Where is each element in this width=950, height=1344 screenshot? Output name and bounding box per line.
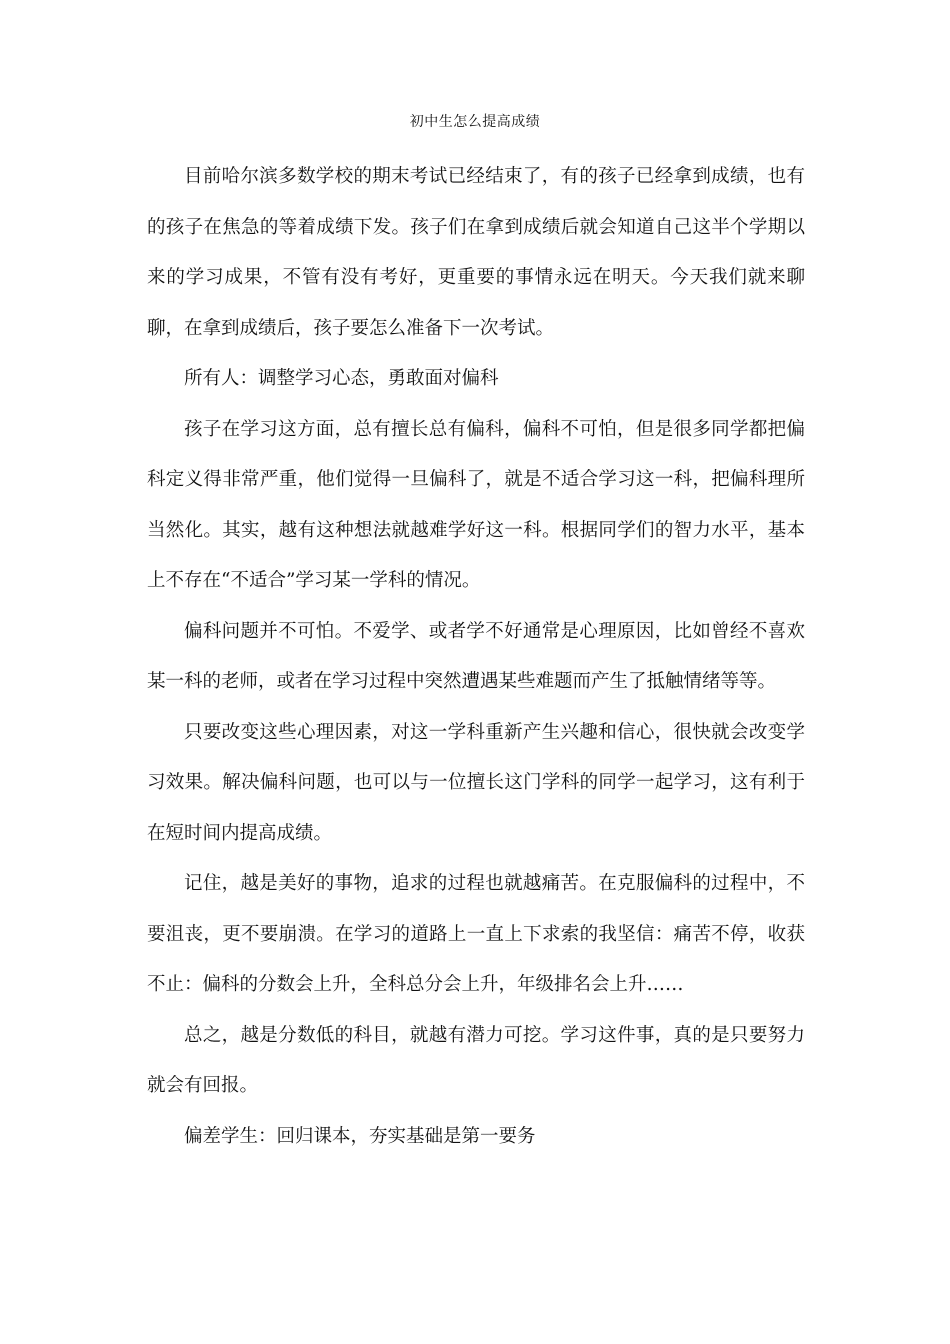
paragraph: 记住，越是美好的事物，追求的过程也就越痛苦。在克服偏科的过程中，不要沮丧，更不要崩溃。在学习的道路上一直上下求索的我坚信：痛苦不停，收获不止：偏科的分数会上升，全科总分会上升，年级排名会上升…… xyxy=(147,873,805,995)
paragraph: 目前哈尔滨多数学校的期末考试已经结束了，有的孩子已经拿到成绩，也有的孩子在焦急的等着成绩下发。孩子们在拿到成绩后就会知道自己这半个学期以来的学习成果，不管有没有考好，更重要的事情永远在明天。今天我们就来聊聊，在拿到成绩后，孩子要怎么准备下一次考试。 xyxy=(147,166,805,339)
document-body xyxy=(147,152,805,1162)
section-heading: 所有人：调整学习心态，勇敢面对偏科 xyxy=(184,368,499,389)
paragraph: 总之，越是分数低的科目，就越有潜力可挖。学习这件事，真的是只要努力就会有回报。 xyxy=(147,1024,805,1096)
section-heading: 偏差学生：回归课本，夯实基础是第一要务 xyxy=(184,1125,536,1147)
document-title: 初中生怎么提高成绩 xyxy=(409,114,541,130)
paragraph: 孩子在学习这方面，总有擅长总有偏科，偏科不可怕，但是很多同学都把偏科定义得非常严重，他们觉得一旦偏科了，就是不适合学习这一科，把偏科理所当然化。其实，越有这种想法就越难学好这一科。根据同学们的智力水平，基本上不存在“不适合”学习某一学科的情况。 xyxy=(147,418,805,591)
paragraph: 只要改变这些心理因素，对这一学科重新产生兴趣和信心，很快就会改变学习效果。解决偏科问题，也可以与一位擅长这门学科的同学一起学习，这有利于在短时间内提高成绩。 xyxy=(147,721,805,844)
paragraph: 偏科问题并不可怕。不爱学、或者学不好通常是心理原因，比如曾经不喜欢某一科的老师，或者在学习过程中突然遭遇某些难题而产生了抵触情绪等等。 xyxy=(147,620,805,692)
